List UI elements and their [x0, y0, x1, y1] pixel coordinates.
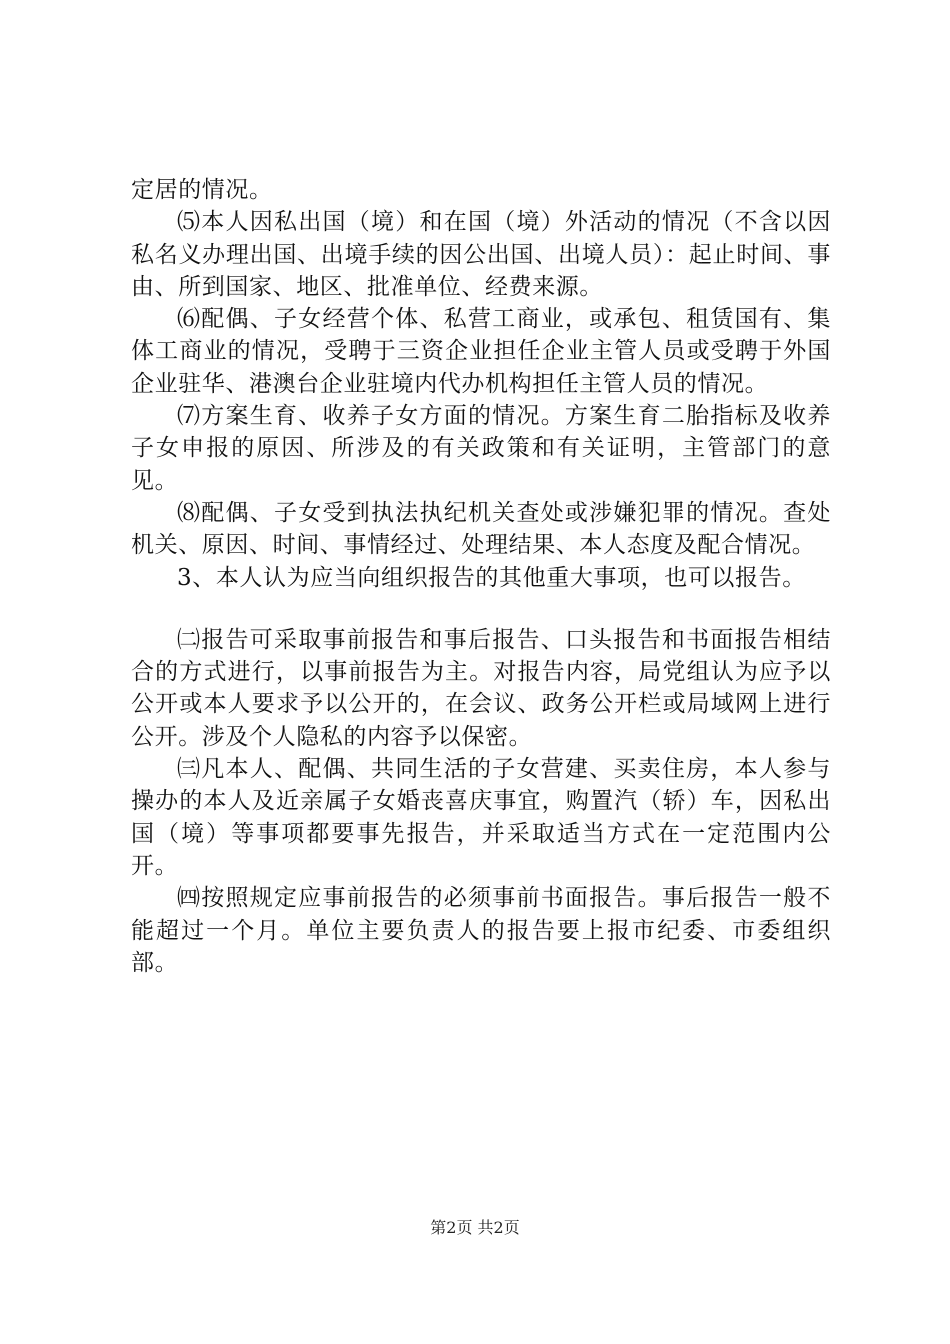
- paragraph-item-5: ⑸本人因私出国（境）和在国（境）外活动的情况（不含以因私名义办理出国、出境手续的因公出国、出境人员）：起止时间、事由、所到国家、地区、批准单位、经费来源。: [131, 209, 831, 300]
- paragraph-section-4: ㈣按照规定应事前报告的必须事前书面报告。事后报告一般不能超过一个月。单位主要负责人的报告要上报市纪委、市委组织部。: [131, 885, 831, 976]
- page-number-label: 第2页 共2页: [430, 1218, 520, 1237]
- paragraph-continuation: 定居的情况。: [131, 177, 273, 203]
- page-footer: [0, 1215, 950, 1238]
- paragraph-section-2: ㈡报告可采取事前报告和事后报告、口头报告和书面报告相结合的方式进行，以事前报告为主。对报告内容，局党组认为应予以公开或本人要求予以公开的，在会议、政务公开栏或局域网上进行公开。涉及个人隐私的内容予以保密。: [131, 626, 831, 750]
- paragraph-item-8: ⑻配偶、子女受到执法执纪机关查处或涉嫌犯罪的情况。查处机关、原因、时间、事情经过、处理结果、本人态度及配合情况。: [131, 499, 831, 559]
- paragraph-item-6: ⑹配偶、子女经营个体、私营工商业，或承包、租赁国有、集体工商业的情况，受聘于三资企业担任企业主管人员或受聘于外国企业驻华、港澳台企业驻境内代办机构担任主管人员的情况。: [131, 306, 831, 397]
- paragraph-gap: [131, 594, 831, 624]
- document-body: [131, 174, 831, 979]
- paragraph-section-3: ㈢凡本人、配偶、共同生活的子女营建、买卖住房，本人参与操办的本人及近亲属子女婚丧喜庆事宜，购置汽（轿）车，因私出国（境）等事项都要事先报告，并采取适当方式在一定范围内公开。: [131, 756, 831, 879]
- paragraph-point-3: 3、本人认为应当向组织报告的其他重大事项，也可以报告。: [177, 564, 806, 591]
- paragraph-item-7: ⑺方案生育、收养子女方面的情况。方案生育二胎指标及收养子女申报的原因、所涉及的有关政策和有关证明，主管部门的意见。: [131, 403, 831, 494]
